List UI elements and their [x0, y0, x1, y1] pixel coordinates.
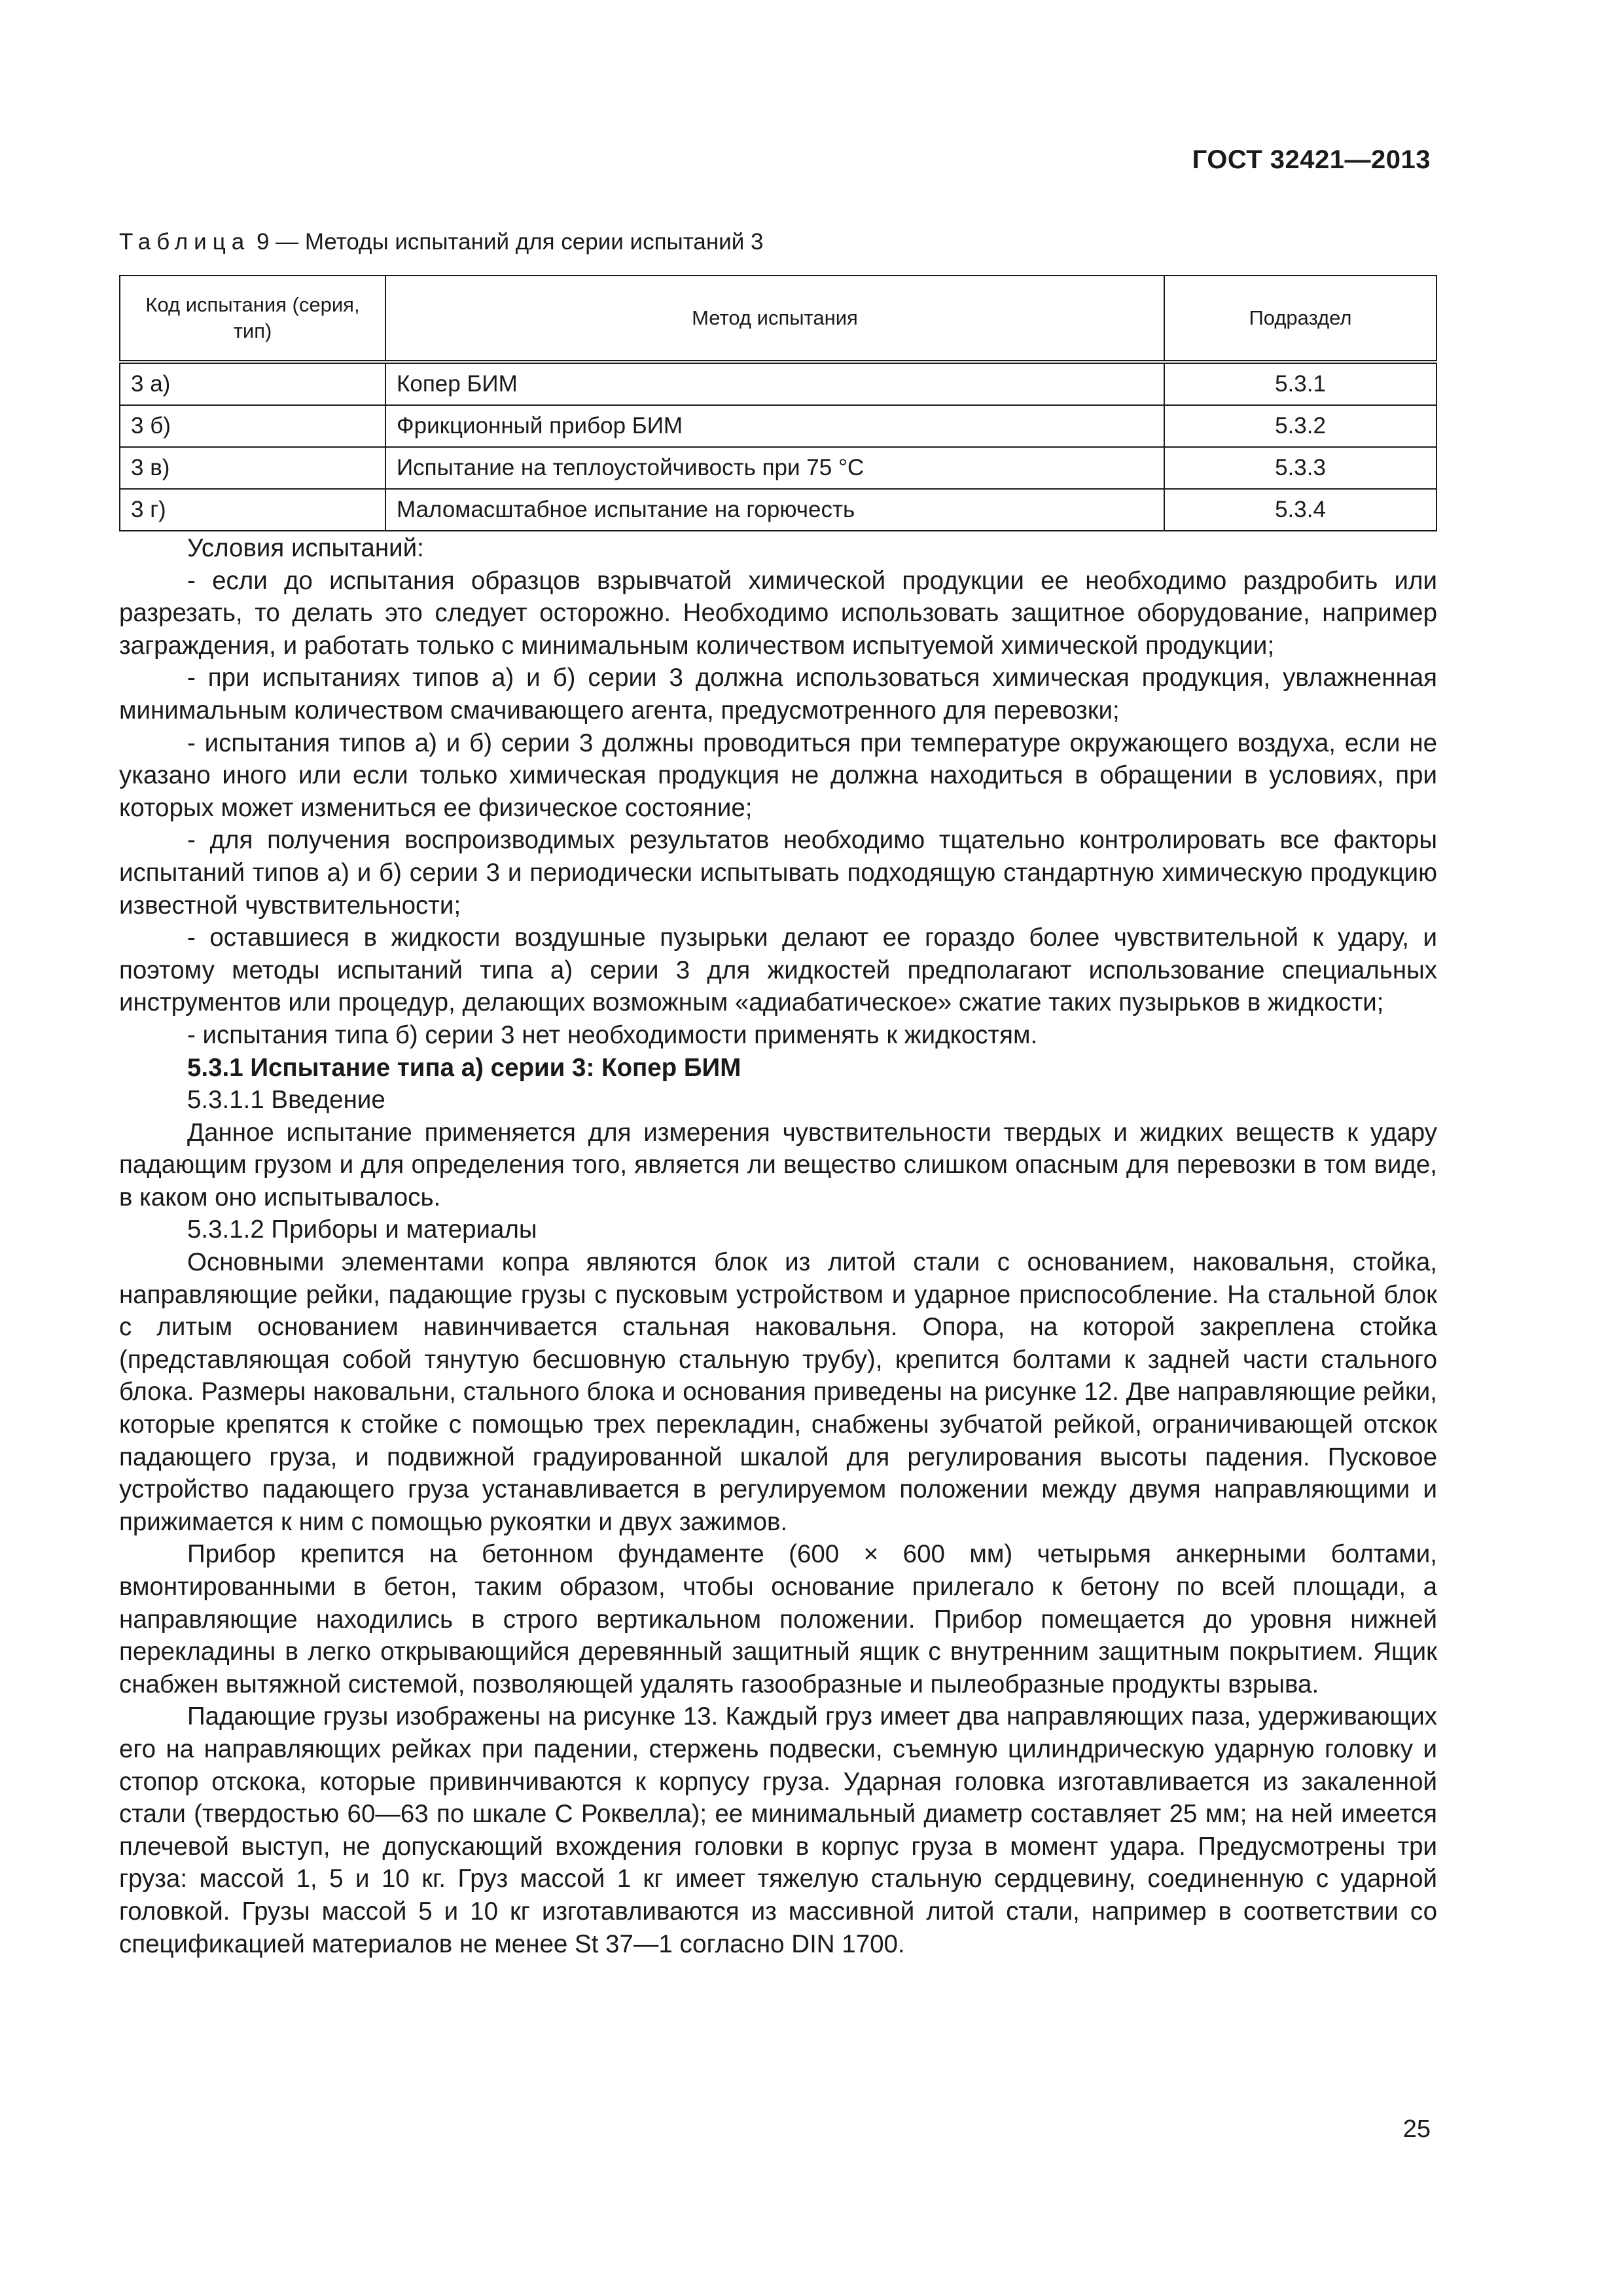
cell-subsection: 5.3.4: [1164, 489, 1436, 531]
cell-test-code: 3 б): [120, 405, 385, 447]
condition-item: - если до испытания образцов взрывчатой химической продукции ее необходимо раздробить или разрезать, то делать это следует осторожно. Необходимо использовать защитное оборудование, например заграждения, и работать только с минимальным количеством испытуемой химической продукции;: [119, 566, 1437, 660]
header-subsection: Подраздел: [1164, 276, 1436, 362]
cell-test-method: Маломасштабное испытание на горючесть: [385, 489, 1164, 531]
condition-item: - оставшиеся в жидкости воздушные пузырьки делают ее гораздо более чувствительной к удару, и поэтому методы испытаний типа а) серии 3 для жидкостей предполагают использование специальных инструментов или процедур, делающих возможным «адиабатическое» сжатие таких пузырьков в жидкости;: [119, 924, 1437, 1017]
table-header-row: [120, 276, 1436, 362]
subsection-heading: 5.3.1.2 Приборы и материалы: [187, 1215, 537, 1244]
paragraph: Основными элементами копра являются блок из литой стали с основанием, наковальня, стойка, направляющие рейки, падающие грузы с пусковым устройством и ударное приспособление. На стальной блок с литым основанием навинчивается стальная наковальня. Опора, на которой закреплена стойка (представляющая собой тянутую бесшовную стальную трубу), крепится болтами к задней части стального блока. Размеры наковальни, стального блока и основания приведены на рисунке 12. Две направляющие рейки, которые крепятся к стойке с помощью трех перекладин, снабжены зубчатой рейкой, ограничивающей отскок падающего груза, и подвижной градуированной шкалой для регулирования высоты падения. Пусковое устройство падающего груза устанавливается в регулируемом положении между двумя направляющими и прижимается к ним с помощью рукоятки и двух зажимов.: [119, 1248, 1437, 1536]
condition-item: - испытания типов а) и б) серии 3 должны проводиться при температуре окружающего воздуха, если не указано иного или если только химическая продукция не должна находиться в обращении в условиях, при которых может измениться ее физическое состояние;: [119, 728, 1437, 822]
document-code: ГОСТ 32421—2013: [1192, 145, 1431, 174]
condition-item: - для получения воспроизводимых результатов необходимо тщательно контролировать все факторы испытаний типов а) и б) серии 3 и периодически испытывать подходящую стандартную химическую продукцию известной чувствительности;: [119, 826, 1437, 920]
document-body: [119, 532, 1437, 1960]
paragraph: Прибор крепится на бетонном фундаменте (600 × 600 мм) четырьмя анкерными болтами, вмонтированными в бетон, таким образом, чтобы основание прилегало к бетону по всей площади, а направляющие находились в строго вертикальном положении. Прибор помещается до уровня нижней перекладины в легко открывающийся деревянный защитный ящик с внутренним защитным покрытием. Ящик снабжен вытяжной системой, позволяющей удалять газообразные и пылеобразные продукты взрыва.: [119, 1540, 1437, 1698]
paragraph: Падающие грузы изображены на рисунке 13. Каждый груз имеет два направляющих паза, удерживающих его на направляющих рейках при падении, стержень подвески, съемную цилиндрическую ударную головку и стопор отскока, которые привинчиваются к корпусу груза. Ударная головка изготавливается из закаленной стали (твердостью 60—63 по шкале С Роквелла); ее минимальный диаметр составляет 25 мм; на ней имеется плечевой выступ, не допускающий вхождения головки в корпус груза в момент удара. Предусмотрены три груза: массой 1, 5 и 10 кг. Груз массой 1 кг имеет тяжелую стальную сердцевину, соединенную с ударной головкой. Грузы массой 5 и 10 кг изготавливаются из массивной литой стали, например в соответствии со спецификацией материалов не менее St 37—1 согласно DIN 1700.: [119, 1702, 1437, 1958]
cell-test-code: 3 в): [120, 447, 385, 489]
cell-subsection: 5.3.3: [1164, 447, 1436, 489]
cell-test-code: 3 г): [120, 489, 385, 531]
condition-item: - при испытаниях типов а) и б) серии 3 должна использоваться химическая продукция, увлажненная минимальным количеством смачивающего агента, предусмотренного для перевозки;: [119, 664, 1437, 725]
table-row: [120, 405, 1436, 447]
cell-subsection: 5.3.1: [1164, 362, 1436, 405]
table-row: [120, 447, 1436, 489]
cell-test-method: Фрикционный прибор БИМ: [385, 405, 1164, 447]
cell-test-code: 3 а): [120, 362, 385, 405]
test-conditions-heading: Условия испытаний:: [187, 534, 424, 562]
paragraph: Данное испытание применяется для измерения чувствительности твердых и жидких веществ к удару падающим грузом и для определения того, является ли вещество слишком опасным для перевозки в том виде, в каком оно испытывалось.: [119, 1118, 1437, 1211]
test-methods-table: [119, 275, 1437, 531]
header-test-method: Метод испытания: [385, 276, 1164, 362]
condition-item: - испытания типа б) серии 3 нет необходимости применять к жидкостям.: [187, 1020, 1038, 1049]
table-caption-text: 9 — Методы испытаний для серии испытаний 3: [250, 229, 764, 255]
table-caption-word: Таблица: [119, 229, 251, 255]
table-row: [120, 489, 1436, 531]
cell-test-method: Копер БИМ: [385, 362, 1164, 405]
page-number: 25: [1402, 2115, 1431, 2143]
cell-subsection: 5.3.2: [1164, 405, 1436, 447]
header-test-code: Код испытания (серия, тип): [120, 276, 385, 362]
cell-test-method: Испытание на теплоустойчивость при 75 °С: [385, 447, 1164, 489]
table-row: [120, 362, 1436, 405]
section-heading: 5.3.1 Испытание типа а) серии 3: Копер БИМ: [187, 1053, 741, 1082]
subsection-heading: 5.3.1.1 Введение: [187, 1086, 385, 1115]
table-caption: [119, 229, 763, 255]
